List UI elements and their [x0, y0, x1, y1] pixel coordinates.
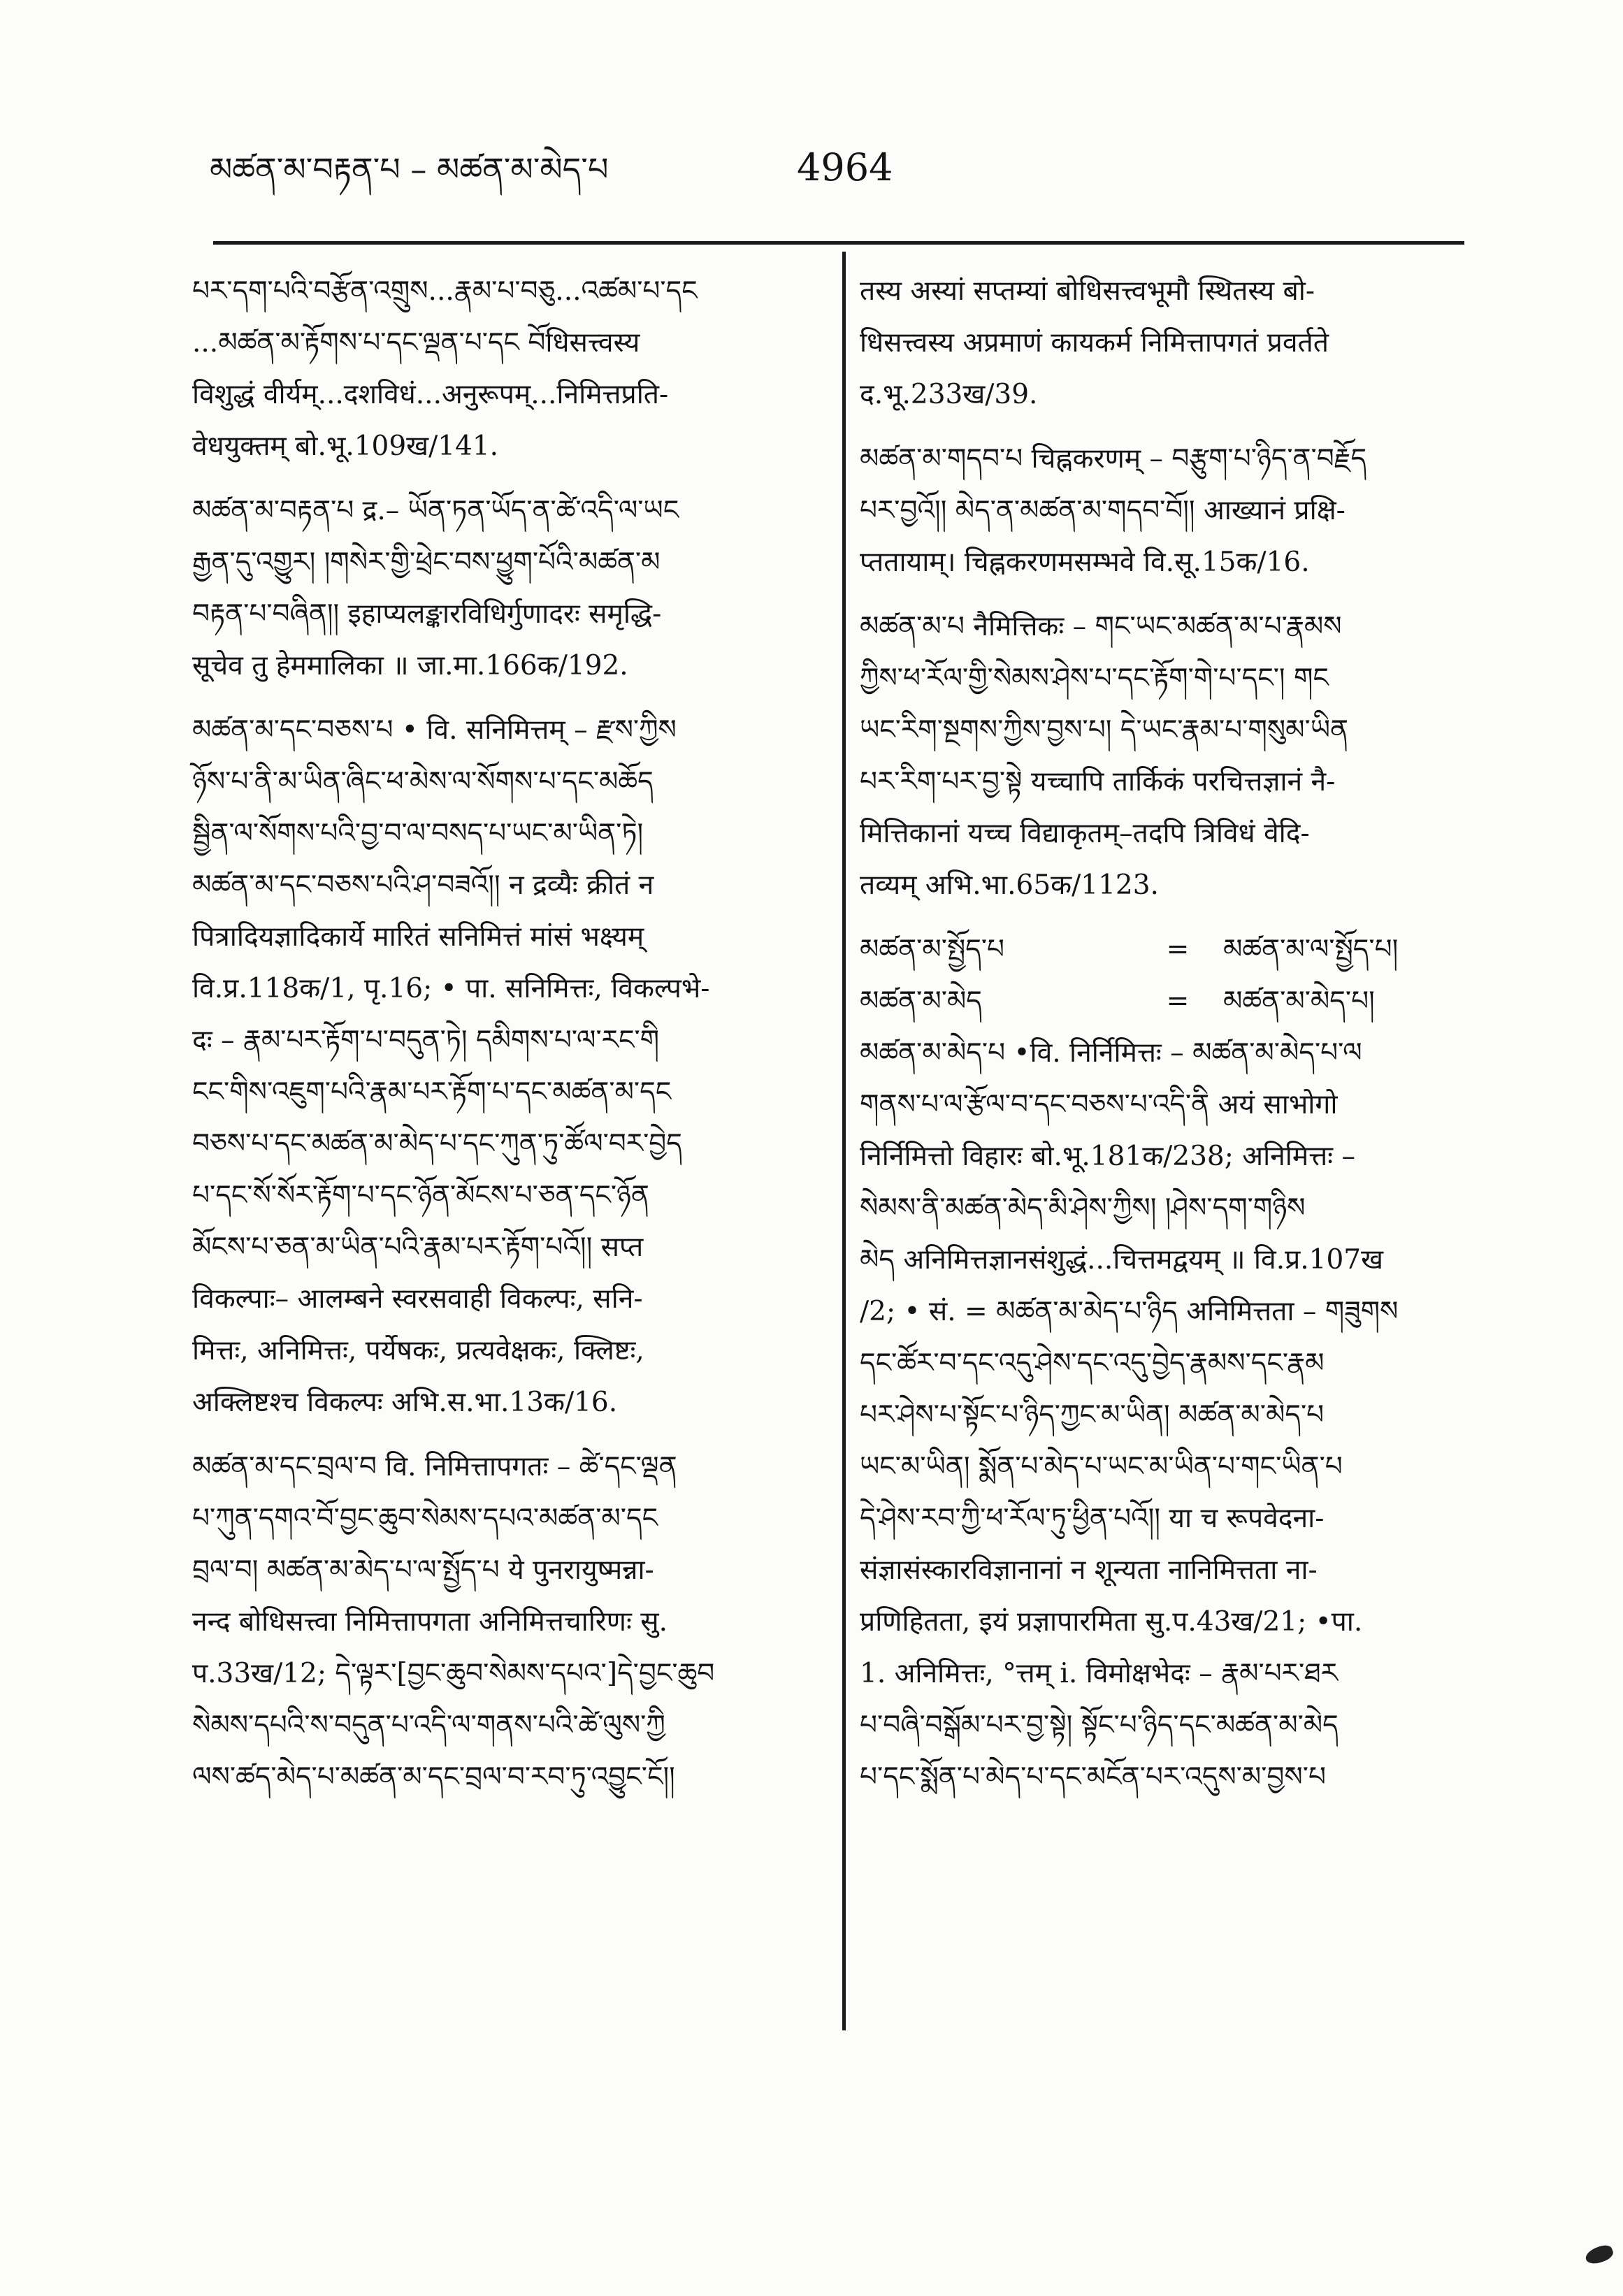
dictionary-entry	[192, 705, 821, 1429]
entry-line: རྒྱན་དུ་འགྱུར། །གསེར་གྱི་ཕྲེང་བས་ཕྱུག་པོའི་མཚན་མ	[192, 547, 661, 578]
dictionary-entry	[192, 266, 821, 472]
entry-line: པ་དང་སྨོན་པ་མེད་པ་དང་མངོན་པར་འདུས་མ་བྱས་པ	[860, 1761, 1326, 1793]
entry-line: མོངས་པ་ཅན་མ་ཡིན་པའི་རྣམ་པར་རྟོག་པའོ།། सप्त	[192, 1232, 644, 1263]
entry-line: तस्य अस्यां सप्तम्यां बोधिसत्त्वभूमौ स्थितस्य बो-	[860, 275, 1315, 307]
entry-line: प.33ख/12; དེ་ལྟར་[བྱང་ཆུབ་སེམས་དཔའ་]དེ་བྱང་ཆུབ	[192, 1658, 715, 1689]
entry-line: दः – རྣམ་པར་རྟོག་པ་བདུན་ཏེ། དམིགས་པ་ལ་རང་གི	[192, 1025, 660, 1056]
entry-line: विकल्पाः– आलम्बने स्वरसवाही विकल्पः, सनि-	[192, 1283, 643, 1315]
entry-line: ཉོས་པ་ནི་མ་ཡིན་ཞིང་ཕ་མེས་ལ་སོགས་པ་དང་མཆོད	[192, 766, 654, 797]
entry-line: ཡང་མ་ཡིན། སྨོན་པ་མེད་པ་ཡང་མ་ཡིན་པ་གང་ཡིན་པ	[860, 1451, 1343, 1482]
entry-line: སྦྱིན་ལ་སོགས་པའི་བྱ་བ་ལ་བསད་པ་ཡང་མ་ཡིན་ཏེ།	[192, 818, 644, 849]
entry-line: པ་ཀུན་དགའ་བོ་བྱང་ཆུབ་སེམས་དཔའ་མཚན་མ་དང	[192, 1503, 658, 1534]
header-rule	[213, 241, 1464, 245]
entry-line: མཚན་མ་དང་བྲལ་བ वि. निमित्तापगतः – ཚེ་དང་ལྡན	[192, 1451, 677, 1482]
entry-line: བཅས་པ་དང་མཚན་མ་མེད་པ་དང་ཀུན་ཏུ་ཚོལ་བར་བྱེད	[192, 1128, 682, 1160]
entry-line: པར་བྱའོ།། མེད་ན་མཚན་མ་གདབ་བོ།། आख्यानं प्रक्षि-	[860, 495, 1346, 526]
entry-line: ...མཚན་མ་རྟོགས་པ་དང་ལྡན་པ་དང བོधिसत्त्वस्य	[192, 327, 640, 359]
entry-line: དེ་ཤེས་རབ་ཀྱི་ཕ་རོལ་ཏུ་ཕྱིན་པའོ།། या च रूपवेदना-	[860, 1503, 1325, 1534]
equals-sign: =	[1166, 985, 1190, 1017]
entry-line: वेधयुक्तम् बो.भू.109ख/141.	[192, 431, 499, 462]
entry-line: प्ततायाम्। चिह्नकरणमसम्भवे वि.सू.15क/16.	[860, 547, 1310, 578]
entry-line: प्रणिहितता, इयं प्रज्ञापारमिता सु.प.43ख/21; •पा.	[860, 1606, 1363, 1638]
entry-line: /2; • सं. = མཚན་མ་མེད་པ་ཉིད अनिमित्तता – གཟུགས	[860, 1296, 1399, 1327]
entry-line: धिसत्त्वस्य अप्रमाणं कायकर्म निमित्तापगतं प्रवर्तते	[860, 327, 1329, 359]
dictionary-entry	[860, 1027, 1468, 1803]
entry-line: མཚན་མ་དང་བཅས་པ • वि. सनिमित्तम् – རྫས་ཀྱིས	[192, 714, 677, 746]
headword: མཚན་མ་མེད	[860, 985, 982, 1017]
entry-line: མཚན་མ་གདབ་པ चिह्नकरणम् – བརྩུག་པ་ཉིད་ན་བརྗོད	[860, 443, 1367, 475]
left-column	[192, 266, 821, 1816]
dictionary-entry	[860, 601, 1468, 911]
entry-line: དང་ཚོར་བ་དང་འདུ་ཤེས་དང་འདུ་བྱེད་རྣམས་དང་རྣམ	[860, 1348, 1325, 1379]
entry-line: མེད अनिमित्तज्ञानसंशुद्धं...चित्तमद्वयम् ॥ वि.प्र.107ख	[860, 1244, 1384, 1276]
page-number: 4964	[797, 145, 893, 189]
entry-line: ངང་གིས་འཇུག་པའི་རྣམ་པར་རྟོག་པ་དང་མཚན་མ་དང	[192, 1076, 672, 1108]
entry-line: སེམས་ནི་མཚན་མེད་མི་ཤེས་ཀྱིས། །ཤེས་དག་གཉིས	[860, 1192, 1306, 1224]
entry-line: विशुद्धं वीर्यम्...दशविधं...अनुरूपम्...निमित्तप्रति-	[192, 379, 669, 410]
entry-line: བརྟན་པ་བཞིན།། इहाप्यलङ्कारविधिर्गुणादरः समृद्धि-	[192, 598, 662, 630]
entry-line: मित्तिकानां यच्च विद्याकृतम्–तदपि त्रिविधं वेदि-	[860, 818, 1310, 849]
entry-line: གནས་པ་ལ་རྩོལ་བ་དང་བཅས་པ་འདི་ནི अयं साभोगो	[860, 1089, 1338, 1120]
entry-line: སེམས་དཔའི་ས་བདུན་པ་འདི་ལ་གནས་པའི་ཚེ་ལུས་ཀྱི	[192, 1710, 665, 1741]
right-column	[860, 266, 1468, 1816]
headword: མཚན་མ་སྤྱོད་པ	[860, 934, 1005, 965]
dictionary-entry	[192, 485, 821, 692]
dictionary-entry	[860, 433, 1468, 589]
ink-smudge	[1583, 2243, 1615, 2267]
equals-sign: =	[1166, 934, 1190, 965]
entry-line: ལས་ཚད་མེད་པ་མཚན་མ་དང་བྲལ་བ་རབ་ཏུ་འབྱུང་ངོ།།	[192, 1761, 675, 1793]
entry-line: པར་ཤེས་པ་སྟོང་པ་ཉིད་ཀྱང་མ་ཡིན། མཚན་མ་མེད་པ	[860, 1399, 1325, 1431]
entry-line: 1. अनिमित्तः, °त्तम् i. विमोक्षभेदः – རྣམ་པར་ཐར	[860, 1658, 1339, 1689]
entry-line: ཡང་རིག་སྔགས་ཀྱིས་བྱས་པ། དེ་ཡང་རྣམ་པ་གསུམ་ཡིན	[860, 714, 1348, 746]
see-also-term: མཚན་མ་ལ་སྤྱོད་པ།	[1223, 934, 1399, 965]
entry-line: པར་དག་པའི་བརྩོན་འགྲུས...རྣམ་པ་བཅུ...འཚམ་པ་དང	[192, 275, 698, 307]
entry-line: मित्तः, अनिमित्तः, पर्येषकः, प्रत्यवेक्षकः, क्लिष्टः,	[192, 1335, 644, 1366]
entry-line: བྲལ་བ། མཚན་མ་མེད་པ་ལ་སྤྱོད་པ ये पुनरायुष्मन्ना-	[192, 1554, 654, 1586]
column-divider	[842, 252, 846, 2030]
entry-line: མཚན་མ་བརྟན་པ द्र.– ཡོན་ཏན་ཡོད་ན་ཚེ་འདི་ལ་ཡང	[192, 495, 679, 526]
entry-line: निर्निमित्तो विहारः बो.भू.181क/238; अनिमित्तः –	[860, 1141, 1355, 1172]
entry-line: द.भू.233ख/39.	[860, 379, 1038, 410]
entry-line: संज्ञासंस्कारविज्ञानानां न शून्यता नानिमित्तता ना-	[860, 1554, 1318, 1586]
entry-line: पित्रादियज्ञादिकार्ये मारितं सनिमित्तं मांसं भक्ष्यम्	[192, 921, 644, 953]
entry-line: नन्द बोधिसत्त्वा निमित्तापगता अनिमित्तचारिणः सु.	[192, 1606, 668, 1638]
entry-line: सूचेव तु हेममालिका ॥ जा.मा.166क/192.	[192, 650, 628, 681]
entry-line: མཚན་མ་མེད་པ •वि. निर्निमित्तः – མཚན་མ་མེད་པ་ལ	[860, 1037, 1362, 1069]
see-also-term: མཚན་མ་མེད་པ།	[1223, 985, 1375, 1017]
running-header: མཚན་མ་བརྟན་པ – མཚན་མ་མེད་པ	[210, 150, 609, 188]
entry-line: པར་རིག་པར་བྱ་སྟེ यच्चापि तार्किकं परचित्तज्ञानं नै-	[860, 766, 1336, 797]
entry-line: अक्लिष्टश्च विकल्पः अभि.स.भा.13क/16.	[192, 1387, 618, 1418]
entry-line: ཀྱིས་ཕ་རོལ་གྱི་སེམས་ཤེས་པ་དང་རྟོག་གེ་པ་དང་། གང	[860, 663, 1329, 694]
entry-line: མཚན་མ་དང་བཅས་པའི་ཤ་བཟའོ།། न द्रव्यैः क्रीतं न	[192, 869, 654, 901]
dictionary-entry	[860, 266, 1468, 421]
cross-reference-entry	[860, 924, 1468, 976]
entry-line: མཚན་མ་པ नैमित्तिकः – གང་ཡང་མཚན་མ་པ་རྣམས	[860, 611, 1342, 642]
entry-line: तव्यम् अभि.भा.65क/1123.	[860, 869, 1159, 901]
entry-line: वि.प्र.118क/1, पृ.16; • पा. सनिमित्तः, विकल्पभे-	[192, 973, 710, 1004]
cross-reference-entry	[860, 976, 1468, 1027]
entry-line: པ་བཞི་བསྒོམ་པར་བྱ་སྟེ། སྟོང་པ་ཉིད་དང་མཚན་མ་མེད	[860, 1710, 1339, 1741]
dictionary-entry	[192, 1441, 821, 1803]
entry-line: པ་དང་སོ་སོར་རྟོག་པ་དང་ཉོན་མོངས་པ་ཅན་དང་ཉོན	[192, 1180, 649, 1211]
